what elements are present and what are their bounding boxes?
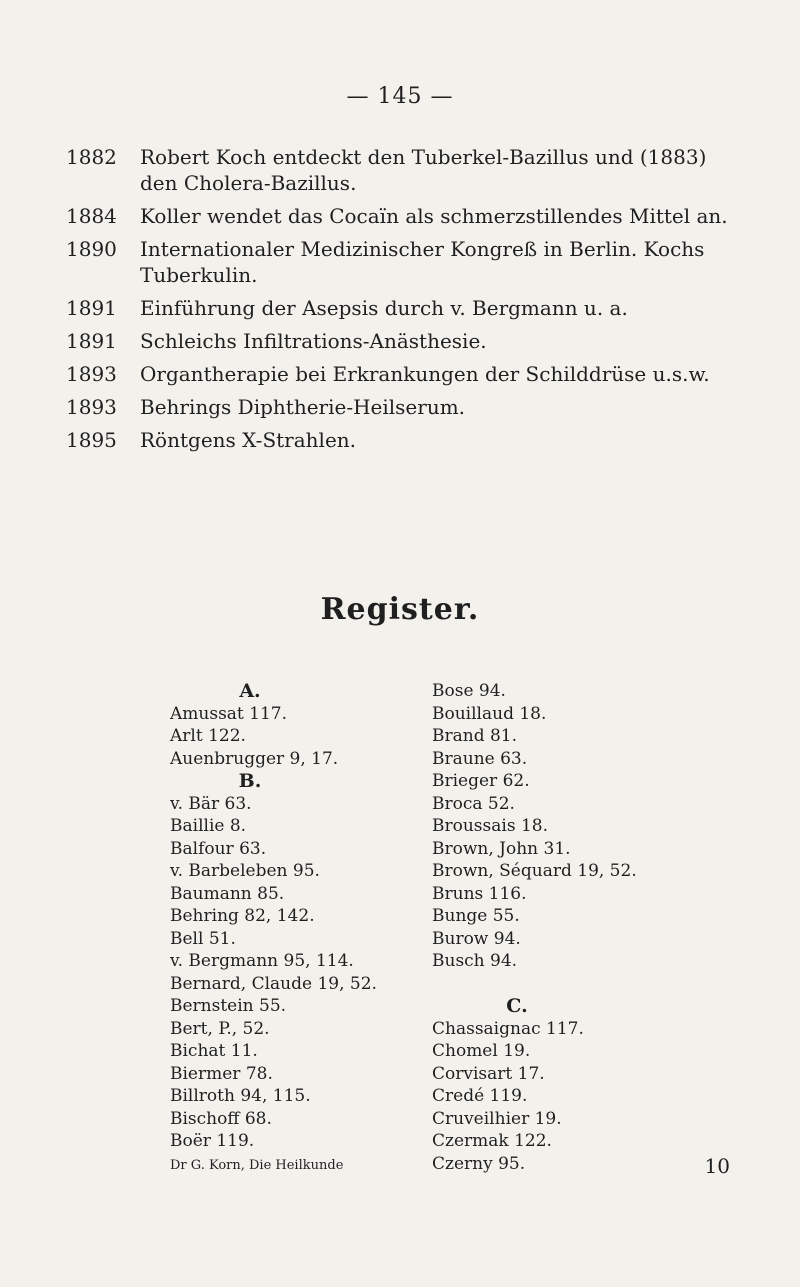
register-entry: Bose 94. (432, 681, 506, 701)
register-entry: Bert, P., 52. (170, 1018, 270, 1039)
register-entry: Boër 119. (170, 1131, 255, 1151)
timeline (66, 144, 746, 460)
register-entry: Billroth 94, 115. (170, 1086, 311, 1106)
register-entry: Bichat 11. (170, 1041, 258, 1061)
timeline-text: Einführung der Asepsis durch v. Bergmann u. a. (140, 296, 628, 320)
timeline-entry (66, 427, 746, 453)
register-entry: v. Bär 63. (170, 793, 252, 814)
register-entry: Bernstein 55. (170, 996, 287, 1016)
timeline-entry (66, 328, 746, 354)
timeline-entry (66, 361, 746, 387)
register-entry: Bischoff 68. (170, 1108, 272, 1129)
timeline-text: Robert Koch entdeckt den Tuberkel-Bazillus und (1883) den Cholera-Bazillus. (140, 145, 707, 195)
register-letter-heading: A. (239, 680, 261, 702)
register-entry: Baillie 8. (170, 816, 247, 836)
register-entry: Busch 94. (432, 951, 518, 971)
register-entry: Brand 81. (432, 726, 518, 746)
register-entry: Bruns 116. (432, 883, 527, 904)
timeline-year: 1893 (66, 395, 117, 419)
register-entry: Chassaignac 117. (432, 1018, 584, 1039)
register-spacer (432, 973, 752, 996)
timeline-year: 1893 (66, 362, 117, 386)
register-entry: Czermak 122. (432, 1131, 552, 1151)
register-entry: Brown, Séquard 19, 52. (432, 861, 637, 881)
timeline-entry (66, 295, 746, 321)
register-entry: Broca 52. (432, 793, 515, 814)
timeline-entry (66, 203, 746, 229)
sheet-signature: 10 (704, 1154, 730, 1178)
register-entry: Baumann 85. (170, 883, 285, 904)
register-entry: Auenbrugger 9, 17. (170, 748, 339, 769)
register-letter-heading: B. (238, 770, 262, 792)
timeline-year: 1890 (66, 237, 117, 261)
timeline-text: Organtherapie bei Erkrankungen der Schilddrüse u.s.w. (140, 362, 710, 386)
register-entry: Behring 82, 142. (170, 906, 315, 926)
register-entry: Bouillaud 18. (432, 703, 547, 724)
register-column-right (432, 680, 752, 1175)
register-entry: Biermer 78. (170, 1063, 273, 1084)
register-entry: Brieger 62. (432, 771, 530, 791)
timeline-text: Internationaler Medizinischer Kongreß in Berlin. Kochs Tuberkulin. (140, 237, 705, 287)
register-entry: v. Bergmann 95, 114. (170, 951, 354, 971)
timeline-entry (66, 394, 746, 420)
register-entry: Chomel 19. (432, 1041, 531, 1061)
timeline-text: Schleichs Infiltrations-Anästhesie. (140, 329, 487, 353)
register-entry: v. Barbeleben 95. (170, 861, 320, 881)
register-entry: Brown, John 31. (432, 838, 571, 859)
timeline-entry (66, 144, 746, 196)
register-entry: Bernard, Claude 19, 52. (170, 973, 377, 994)
register-entry: Bell 51. (170, 928, 236, 949)
page-number: — 145 — (346, 84, 454, 109)
register-entry: Credé 119. (432, 1086, 528, 1106)
timeline-entry (66, 236, 746, 288)
timeline-text: Röntgens X-Strahlen. (140, 428, 357, 452)
register-entry: Corvisart 17. (432, 1063, 545, 1084)
timeline-text: Behrings Diphtherie-Heilserum. (140, 395, 466, 419)
timeline-year: 1884 (66, 204, 117, 228)
register-entry: Broussais 18. (432, 816, 548, 836)
register-letter-heading: C. (506, 995, 528, 1017)
timeline-year: 1882 (66, 145, 117, 169)
register-entry: Burow 94. (432, 928, 521, 949)
register-entry: Arlt 122. (170, 726, 246, 746)
register-entry: Czerny 95. (432, 1153, 526, 1174)
timeline-text: Koller wendet das Cocaïn als schmerzstillendes Mittel an. (140, 204, 728, 228)
footer (170, 1154, 770, 1178)
timeline-year: 1891 (66, 329, 117, 353)
register-entry: Cruveilhier 19. (432, 1108, 562, 1129)
footer-imprint: Dr G. Korn, Die Heilkunde (170, 1158, 344, 1173)
register-column-left (170, 680, 440, 1153)
timeline-year: 1895 (66, 428, 117, 452)
timeline-year: 1891 (66, 296, 117, 320)
register-entry: Bunge 55. (432, 906, 520, 926)
register-entry: Braune 63. (432, 748, 528, 769)
register-entry: Amussat 117. (170, 703, 288, 724)
register-title: Register. (320, 592, 480, 627)
register-entry: Balfour 63. (170, 838, 267, 859)
